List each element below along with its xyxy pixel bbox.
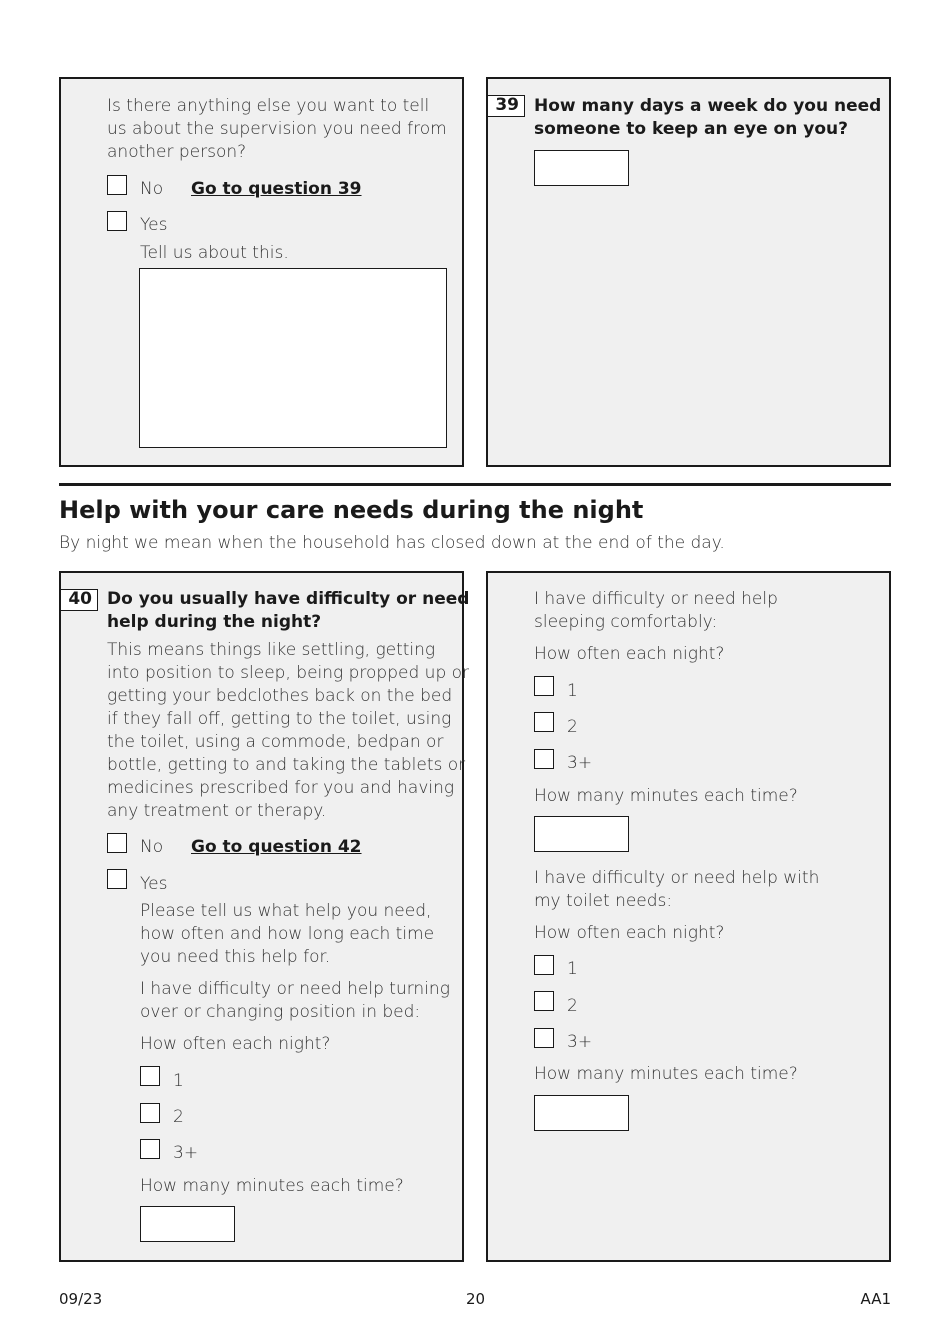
question-40-number: 40 bbox=[60, 589, 98, 611]
sleeping-minutes-input[interactable] bbox=[534, 816, 629, 852]
q40-no-checkbox[interactable] bbox=[107, 833, 127, 853]
q40-yes-label: Yes bbox=[140, 874, 168, 894]
sleeping-option-3plus-checkbox[interactable] bbox=[534, 749, 554, 769]
q40-explanation-line8: any treatment or therapy. bbox=[107, 801, 327, 821]
q40-yes-hint-line1: Please tell us what help you need, bbox=[140, 901, 432, 921]
turning-minutes-label: How many minutes each time? bbox=[140, 1176, 404, 1196]
toilet-title-line2: my toilet needs: bbox=[534, 891, 673, 911]
q40-explanation-line5: the toilet, using a commode, bedpan or bbox=[107, 732, 444, 752]
question-39-text-line1: How many days a week do you need bbox=[534, 96, 882, 116]
go-to-question-42-link[interactable]: Go to question 42 bbox=[191, 837, 362, 857]
section-intro: By night we mean when the household has closed down at the end of the day. bbox=[59, 533, 725, 553]
toilet-option-2-checkbox[interactable] bbox=[534, 991, 554, 1011]
question-39-number: 39 bbox=[487, 95, 525, 117]
q40-yes-hint-line2: how often and how long each time bbox=[140, 924, 435, 944]
supervision-question-line2: us about the supervision you need from bbox=[107, 119, 447, 139]
toilet-option-2-label: 2 bbox=[567, 996, 578, 1016]
supervision-yes-checkbox[interactable] bbox=[107, 211, 127, 231]
q40-explanation-line2: into position to sleep, being propped up or bbox=[107, 663, 470, 683]
toilet-option-3plus-label: 3+ bbox=[567, 1032, 593, 1052]
sleeping-how-often: How often each night? bbox=[534, 644, 725, 664]
supervision-no-checkbox[interactable] bbox=[107, 175, 127, 195]
q40-explanation-line1: This means things like settling, getting bbox=[107, 640, 436, 660]
q40-no-label: No bbox=[140, 837, 164, 857]
q40-yes-hint-line3: you need this help for. bbox=[140, 947, 331, 967]
supervision-no-label: No bbox=[140, 179, 164, 199]
q40-explanation-line3: getting your bedclothes back on the bed bbox=[107, 686, 453, 706]
sleeping-title-line1: I have difficulty or need help bbox=[534, 589, 778, 609]
turning-option-3plus-label: 3+ bbox=[173, 1143, 199, 1163]
toilet-minutes-input[interactable] bbox=[534, 1095, 629, 1131]
section-heading: Help with your care needs during the night bbox=[59, 496, 644, 524]
footer-date: 09/23 bbox=[59, 1290, 103, 1308]
sleeping-minutes-label: How many minutes each time? bbox=[534, 786, 798, 806]
sleeping-option-2-checkbox[interactable] bbox=[534, 712, 554, 732]
turning-title-line1: I have difficulty or need help turning bbox=[140, 979, 450, 999]
q40-explanation-line6: bottle, getting to and taking the tablets or bbox=[107, 755, 466, 775]
sleeping-option-1-checkbox[interactable] bbox=[534, 676, 554, 696]
sleeping-option-2-label: 2 bbox=[567, 717, 578, 737]
q40-explanation-line4: if they fall off, getting to the toilet, using bbox=[107, 709, 452, 729]
sleeping-option-3plus-label: 3+ bbox=[567, 753, 593, 773]
toilet-minutes-label: How many minutes each time? bbox=[534, 1064, 798, 1084]
toilet-how-often: How often each night? bbox=[534, 923, 725, 943]
go-to-question-39-link[interactable]: Go to question 39 bbox=[191, 179, 362, 199]
toilet-option-1-checkbox[interactable] bbox=[534, 955, 554, 975]
toilet-option-1-label: 1 bbox=[567, 959, 578, 979]
footer-form-code: AA1 bbox=[860, 1290, 891, 1308]
days-per-week-input[interactable] bbox=[534, 150, 629, 186]
footer-page-number: 20 bbox=[466, 1290, 486, 1308]
supervision-question-line1: Is there anything else you want to tell bbox=[107, 96, 430, 116]
supervision-question-line3: another person? bbox=[107, 142, 247, 162]
question-39-text-line2: someone to keep an eye on you? bbox=[534, 119, 848, 139]
turning-how-often: How often each night? bbox=[140, 1034, 331, 1054]
turning-title-line2: over or changing position in bed: bbox=[140, 1002, 421, 1022]
sleeping-option-1-label: 1 bbox=[567, 681, 578, 701]
sleeping-title-line2: sleeping comfortably: bbox=[534, 612, 718, 632]
question-40-text-line1: Do you usually have difficulty or need bbox=[107, 589, 470, 609]
turning-option-2-checkbox[interactable] bbox=[140, 1103, 160, 1123]
turning-option-3plus-checkbox[interactable] bbox=[140, 1139, 160, 1159]
section-divider bbox=[59, 483, 891, 486]
supervision-yes-label: Yes bbox=[140, 215, 168, 235]
question-40-text-line2: help during the night? bbox=[107, 612, 322, 632]
q40-explanation-line7: medicines prescribed for you and having bbox=[107, 778, 455, 798]
turning-option-1-checkbox[interactable] bbox=[140, 1066, 160, 1086]
question-40-continued-panel bbox=[486, 571, 891, 1262]
toilet-option-3plus-checkbox[interactable] bbox=[534, 1028, 554, 1048]
supervision-yes-hint: Tell us about this. bbox=[140, 243, 289, 263]
turning-option-2-label: 2 bbox=[173, 1107, 184, 1127]
toilet-title-line1: I have difficulty or need help with bbox=[534, 868, 820, 888]
turning-option-1-label: 1 bbox=[173, 1071, 184, 1091]
supervision-details-textarea[interactable] bbox=[139, 268, 447, 448]
q40-yes-checkbox[interactable] bbox=[107, 869, 127, 889]
turning-minutes-input[interactable] bbox=[140, 1206, 235, 1242]
